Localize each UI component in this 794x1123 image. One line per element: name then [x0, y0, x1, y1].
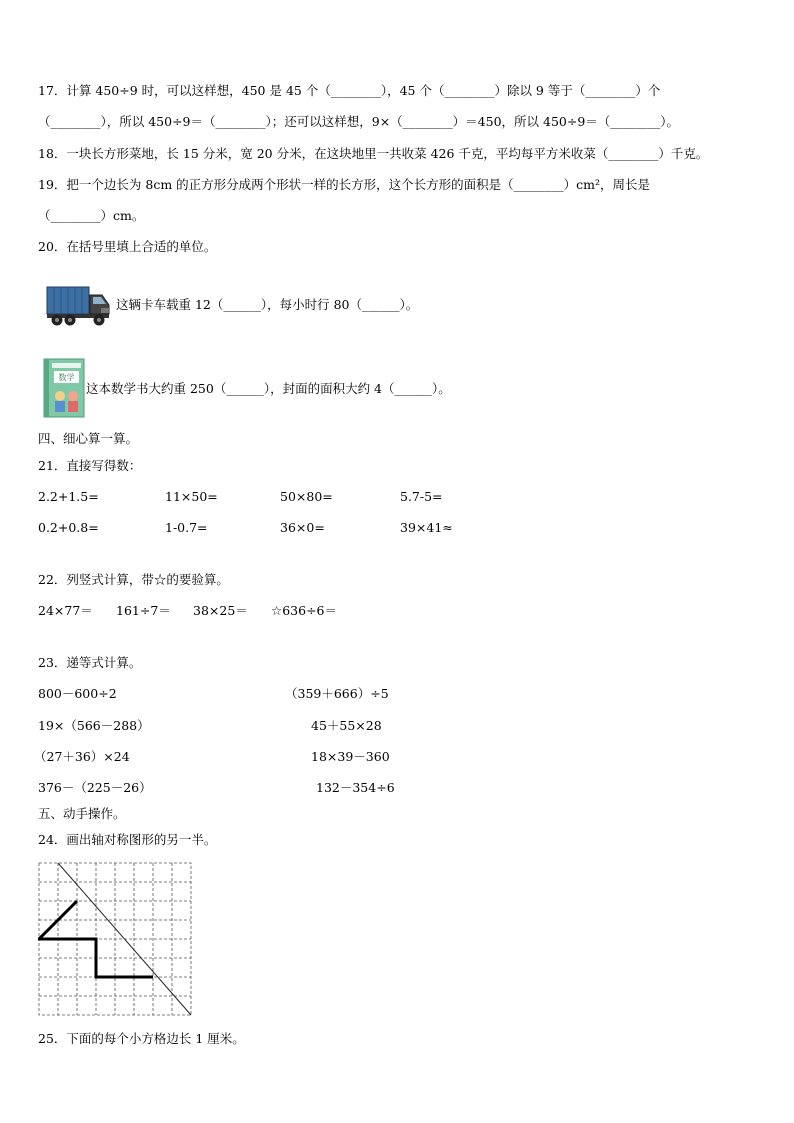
q22-item-2: 161÷7＝ — [116, 603, 171, 618]
q23-left-1: 800－600÷2 — [38, 686, 117, 701]
q21-r2-c2: 1-0.7= — [165, 520, 208, 535]
q22-item-4: ☆636÷6＝ — [271, 603, 337, 618]
truck-image — [46, 283, 114, 327]
q23-left-2: 19×（566－288） — [38, 718, 150, 733]
q17-line2: （________），所以 450÷9＝（________）；还可以这样想，9×（________）＝450，所以 450÷9＝（________）。 — [38, 114, 680, 129]
math-book-image — [43, 358, 85, 418]
q23-left-4: 376－（225－26） — [38, 780, 152, 795]
q23-title: 23．递等式计算。 — [38, 655, 142, 670]
q22-item-3: 38×25＝ — [193, 603, 248, 618]
q21-r1-c1: 2.2+1.5= — [38, 489, 99, 504]
q23-right-2: 45＋55×28 — [311, 718, 382, 733]
q19-line2: （________）cm。 — [38, 208, 145, 223]
q23-right-4: 132－354÷6 — [316, 780, 395, 795]
q24-title: 24．画出轴对称图形的另一半。 — [38, 832, 217, 847]
q25-title: 25．下面的每个小方格边长 1 厘米。 — [38, 1031, 245, 1046]
q21-title: 21．直接写得数： — [38, 458, 142, 473]
q22-title: 22．列竖式计算，带☆的要验算。 — [38, 572, 229, 587]
q18-line1: 18．一块长方形菜地，长 15 分米，宽 20 分米，在这块地里一共收菜 426 千克，平均每平方米收菜（________）千克。 — [38, 146, 709, 161]
section4-title: 四、细心算一算。 — [38, 431, 139, 446]
q21-r2-c1: 0.2+0.8= — [38, 520, 99, 535]
q23-right-3: 18×39－360 — [311, 749, 390, 764]
q21-r1-c3: 50×80= — [280, 489, 333, 504]
section5-title: 五、动手操作。 — [38, 806, 126, 821]
q21-r1-c2: 11×50= — [165, 489, 218, 504]
q17-line1: 17．计算 450÷9 时，可以这样想，450 是 45 个（________），45 个（________）除以 9 等于（________）个 — [38, 83, 661, 98]
q19-line1: 19．把一个边长为 8cm 的正方形分成两个形状一样的长方形，这个长方形的面积是（________）cm²，周长是 — [38, 177, 651, 192]
q21-r2-c4: 39×41≈ — [400, 520, 453, 535]
q23-right-1: （359＋666）÷5 — [285, 686, 389, 701]
q21-r1-c4: 5.7-5= — [400, 489, 443, 504]
q21-r2-c3: 36×0= — [280, 520, 325, 535]
q20-title: 20．在括号里填上合适的单位。 — [38, 239, 217, 254]
q20-truck-text: 这辆卡车载重 12（______），每小时行 80（______）。 — [116, 297, 419, 312]
symmetry-grid-figure — [38, 862, 192, 1016]
book-cover-title: 数学 — [58, 373, 75, 382]
q20-book-text: 这本数学书大约重 250（______），封面的面积大约 4（______）。 — [86, 381, 451, 396]
q23-left-3: （27＋36）×24 — [34, 749, 130, 764]
q22-item-1: 24×77＝ — [38, 603, 93, 618]
